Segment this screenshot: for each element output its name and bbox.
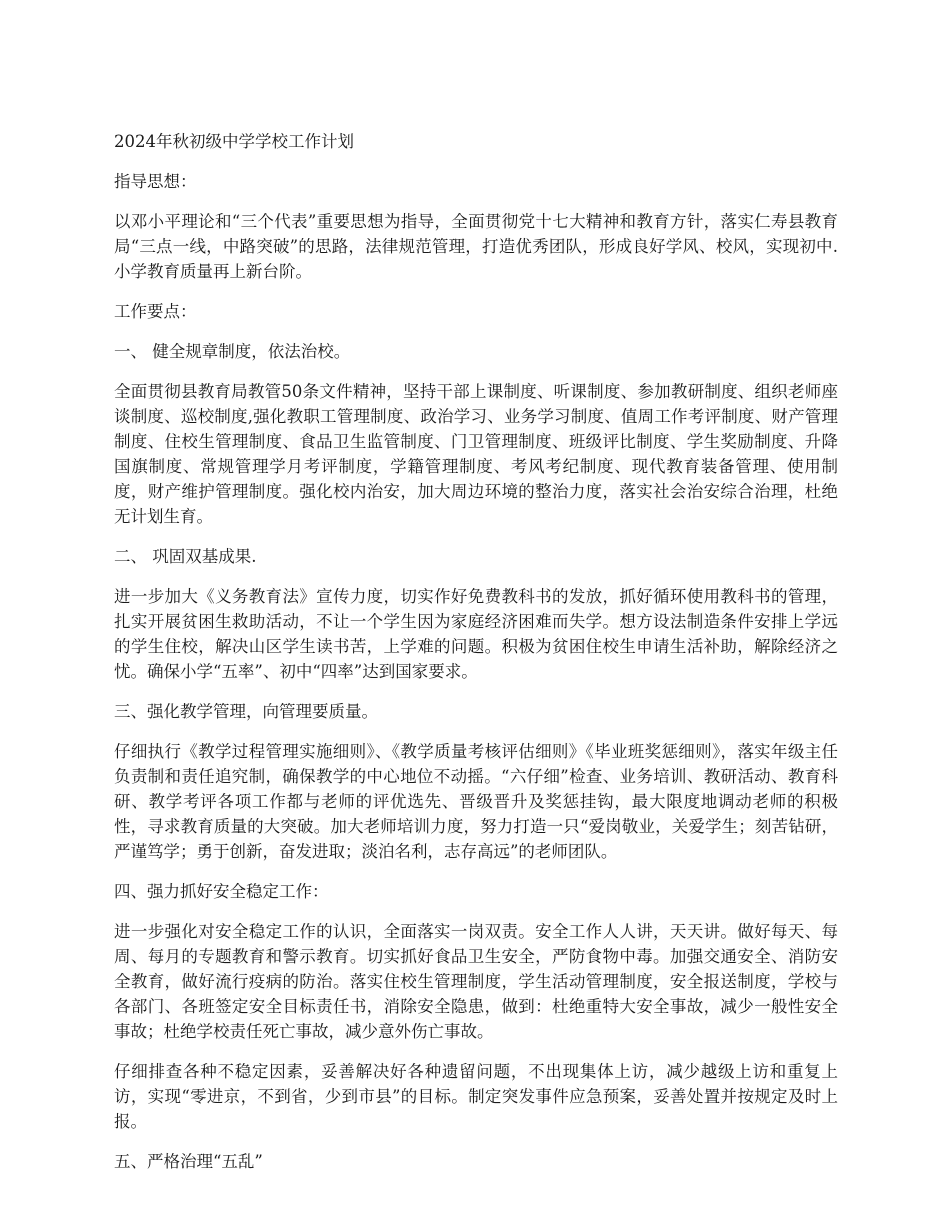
section-4-paragraph-1: 进一步强化对安全稳定工作的认识，全面落实一岗双责。安全工作人人讲，天天讲。做好每天、每周、每月的专题教育和警示教育。切实抓好食品卫生安全，严防食物中毒。加强交通安全、消防安全教育，做好流行疫病的防治。落实住校生管理制度，学生活动管理制度，安全报送制度，学校与各部门、各班签定安全目标责任书，消除安全隐患，做到：杜绝重特大安全事故，减少一般性安全事故；杜绝学校责任死亡事故，减少意外伤亡事故。 bbox=[114, 922, 838, 1041]
document-body bbox=[114, 129, 838, 1189]
section-1-paragraph: 全面贯彻县教育局教管50条文件精神，坚持干部上课制度、听课制度、参加教研制度、组织老师座谈制度、巡校制度,强化教职工管理制度、政治学习、业务学习制度、值周工作考评制度、财产管理制度、住校生管理制度、食品卫生监管制度、门卫管理制度、班级评比制度、学生奖励制度、升降国旗制度、常规管理学月考评制度，学籍管理制度、考风考纪制度、现代教育装备管理、使用制度，财产维护管理制度。强化校内治安，加大周边环境的整治力度，落实社会治安综合治理，杜绝无计划生育。 bbox=[114, 382, 838, 526]
section-5-heading: 五、严格治理“五乱” bbox=[114, 1152, 263, 1171]
section-2-paragraph: 进一步加大《义务教育法》宣传力度，切实作好免费教科书的发放，抓好循环使用教科书的管理，扎实开展贫困生救助活动，不让一个学生因为家庭经济困难而失学。想方设法制造条件安排上学远的学生住校，解决山区学生读书苦，上学难的问题。积极为贫困住校生申请生活补助，解除经济之忧。确保小学“五率”、初中“四率”达到国家要求。 bbox=[114, 587, 838, 681]
section-3-paragraph: 仔细执行《教学过程管理实施细则》、《教学质量考核评估细则》《毕业班奖惩细则》，落实年级主任负责制和责任追究制，确保教学的中心地位不动摇。“六仔细”检查、业务培训、教研活动、教育科研、教学考评各项工作都与老师的评优选先、晋级晋升及奖惩挂钩，最大限度地调动老师的积极性，寻求教育质量的大突破。加大老师培训力度，努力打造一只“爱岗敬业，关爱学生；刻苦钻研，严谨笃学；勇于创新，奋发进取；淡泊名利，志存高远”的老师团队。 bbox=[114, 742, 838, 861]
section-4-heading: 四、强力抓好安全稳定工作： bbox=[114, 882, 329, 901]
guiding-heading: 指导思想： bbox=[114, 172, 197, 191]
section-2-heading: 二、 巩固双基成果. bbox=[114, 547, 257, 566]
section-3-heading: 三、强化教学管理，向管理要质量。 bbox=[114, 702, 378, 721]
document-title: 2024年秋初级中学学校工作计划 bbox=[114, 132, 354, 151]
section-1-heading: 一、 健全规章制度，依法治校。 bbox=[114, 342, 351, 361]
section-4-paragraph-2: 仔细排查各种不稳定因素，妥善解决好各种遗留问题，不出现集体上访，减少越级上访和重复上访，实现“零进京，不到省，少到市县”的目标。制定突发事件应急预案，妥善处置并按规定及时上报。 bbox=[114, 1062, 838, 1131]
key-points-heading: 工作要点： bbox=[114, 302, 197, 321]
guiding-paragraph: 以邓小平理论和“三个代表”重要思想为指导，全面贯彻党十七大精神和教育方针，落实仁寿县教育局“三点一线，中路突破”的思路，法律规范管理，打造优秀团队，形成良好学风、校风，实现初中.小学教育质量再上新台阶。 bbox=[114, 212, 838, 281]
